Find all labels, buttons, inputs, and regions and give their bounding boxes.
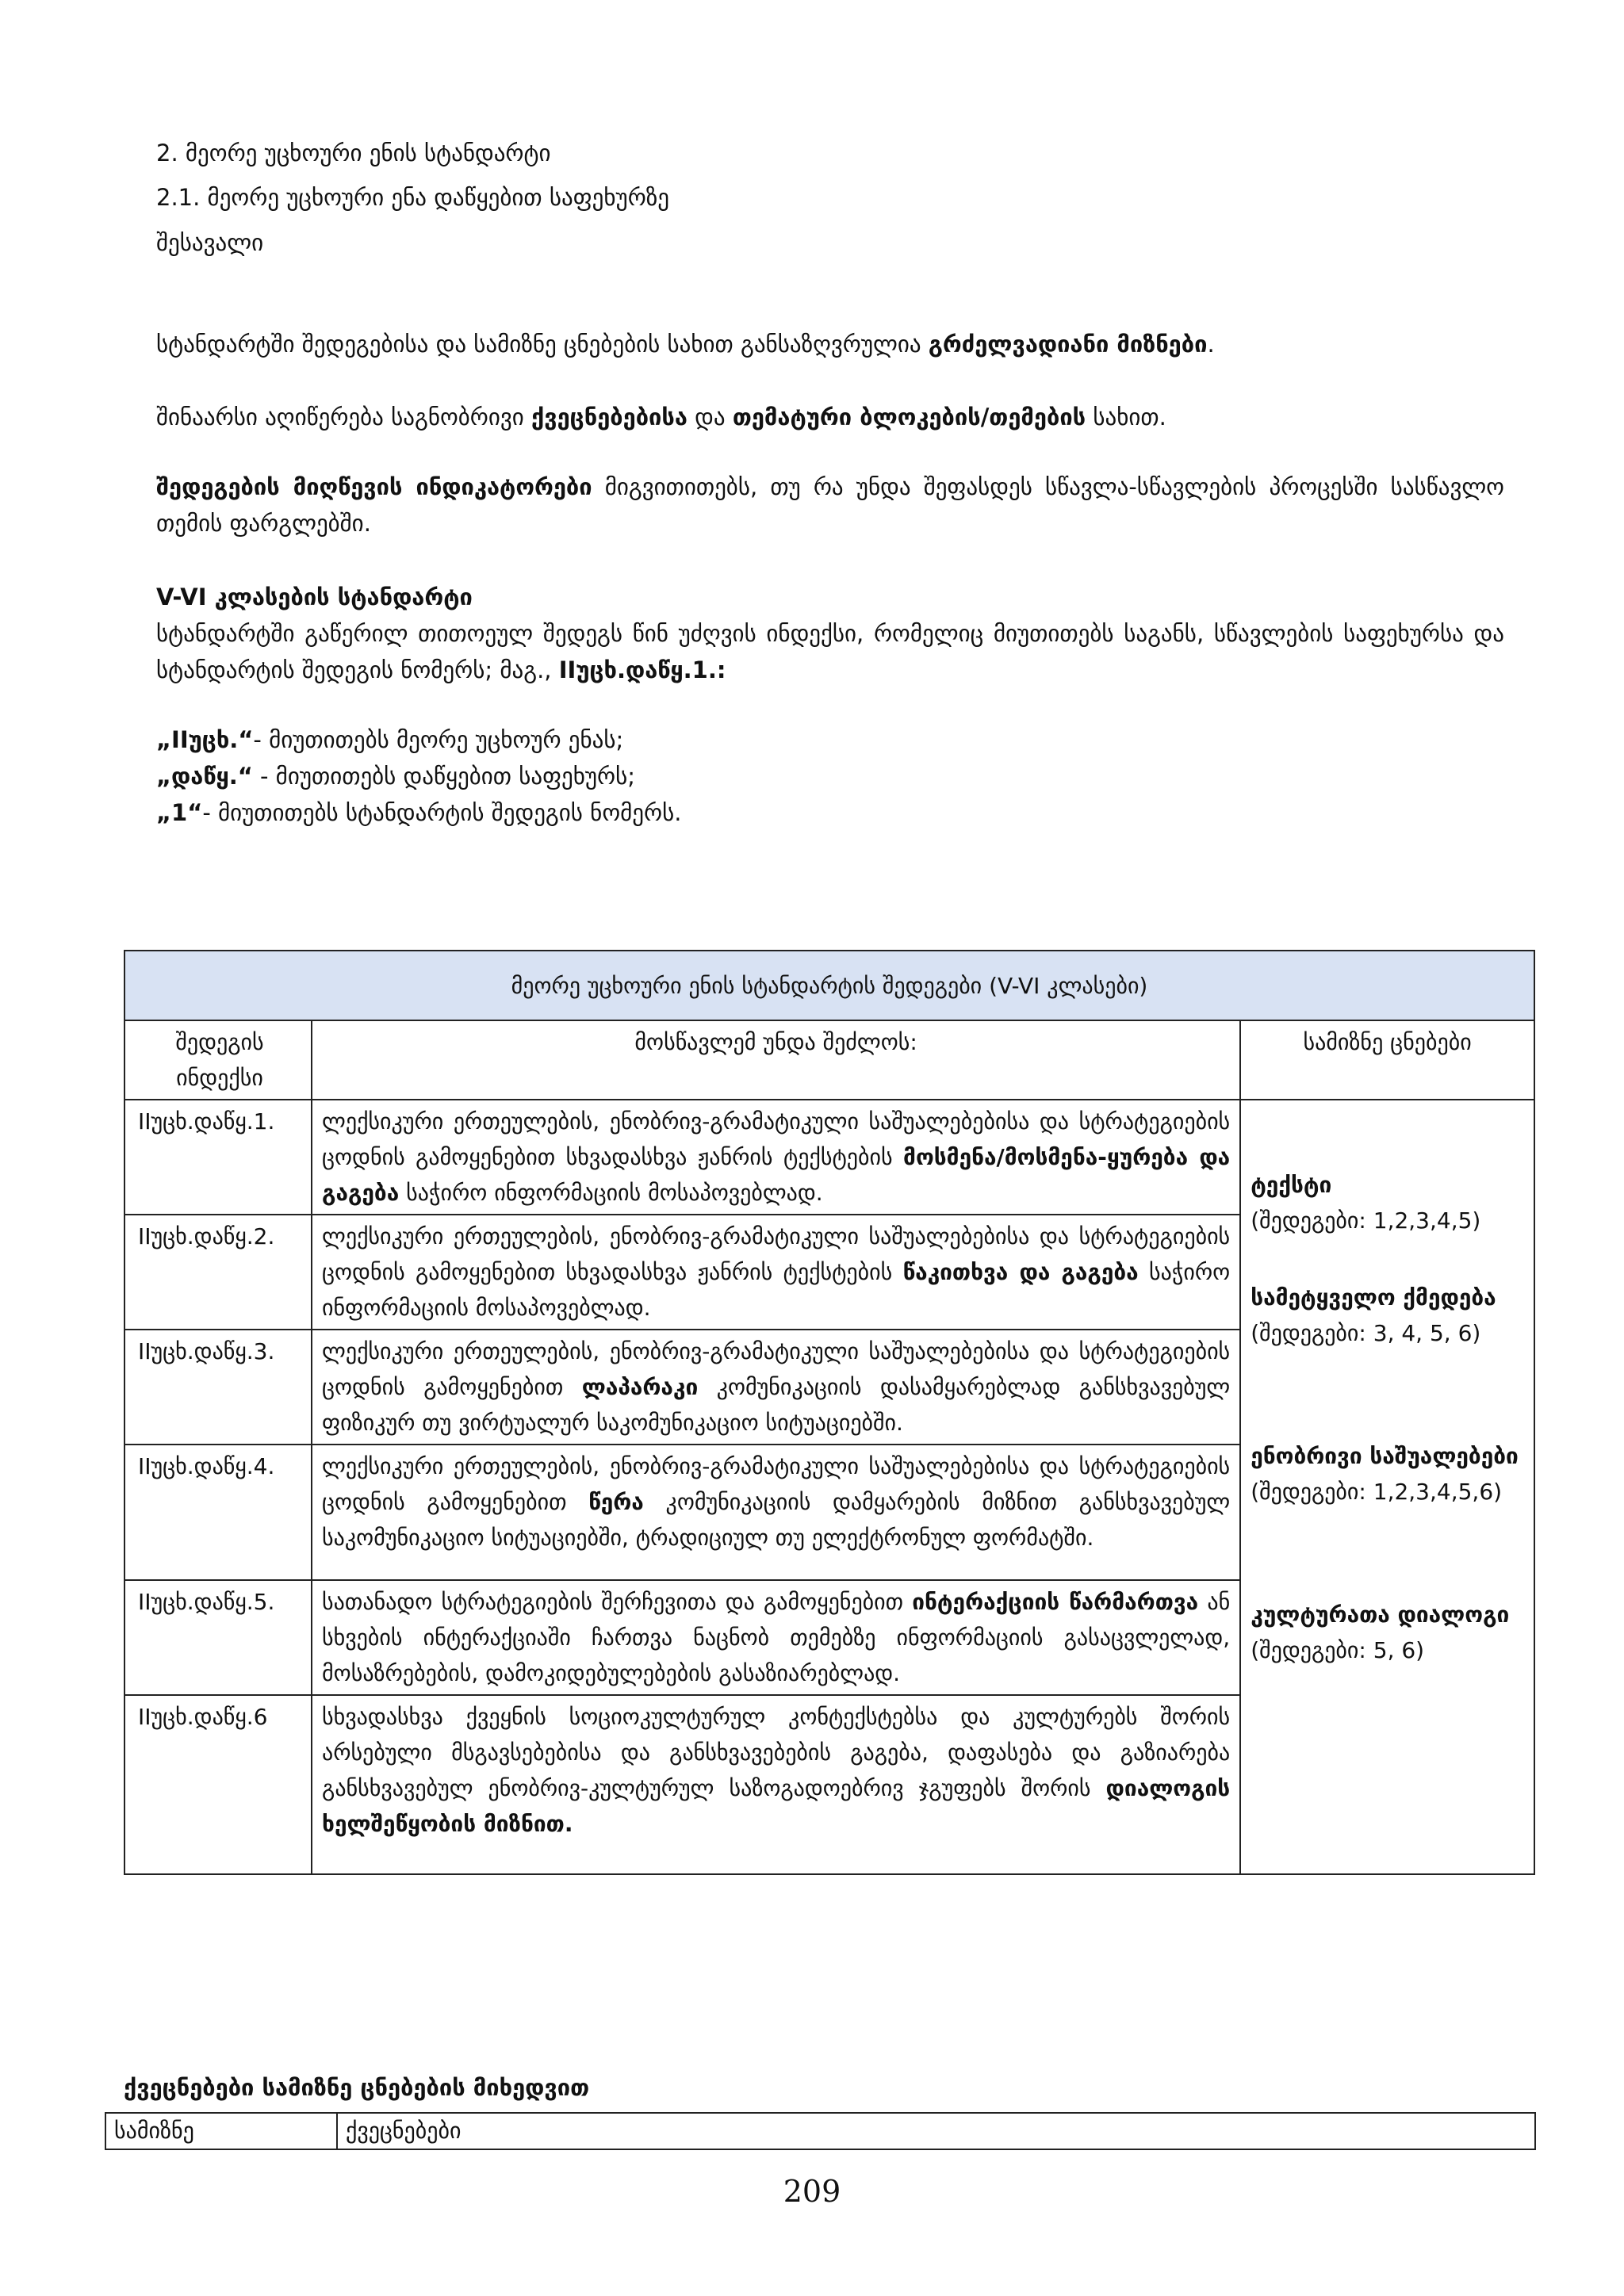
result-index: IIუცხ.დაწყ.5. xyxy=(124,1580,312,1695)
concept-results: (შედეგები: 5, 6) xyxy=(1251,1637,1425,1663)
concept-name: ენობრივი საშუალებები xyxy=(1251,1443,1519,1469)
subconcepts-table xyxy=(105,2112,1536,2150)
result-index: IIუცხ.დაწყ.4. xyxy=(124,1445,312,1580)
text-run: სახით. xyxy=(1086,404,1166,430)
concept-language-means xyxy=(1251,1438,1524,1510)
concept-name: სამეტყველო ქმედება xyxy=(1251,1284,1496,1311)
col-subconcepts-header: ქვეცნებები xyxy=(337,2113,1535,2149)
concept-culture-dialogue xyxy=(1251,1597,1524,1668)
text-run: - მიუთითებს მეორე უცხოურ ენას; xyxy=(253,726,624,753)
paragraph-indicators xyxy=(156,469,1504,541)
concept-results: (შედეგები: 1,2,3,4,5) xyxy=(1251,1207,1481,1234)
paragraph-content xyxy=(156,399,1504,435)
col-concepts-header: სამიზნე ცნებები xyxy=(1240,1020,1534,1100)
bold-run: „1“ xyxy=(156,799,203,826)
legend-line-1 xyxy=(156,721,1504,758)
text-run: მიგვითითებს, თუ რა უნდა შეფასდეს სწავლა-სწავლების პროცესში სასწავლო თემის ფარგლებში. xyxy=(156,473,1504,537)
bold-run: დიალოგის ხელშეწყობის მიზნით. xyxy=(322,1775,1231,1837)
text-run: კომუნიკაციის დასამყარებლად განსხვავებულ ფიზიკურ თუ ვირტუალურ საკომუნიკაციო სიტუაციებში. xyxy=(322,1374,1231,1436)
text-run: - მიუთითებს სტანდარტის შედეგის ნომერს. xyxy=(202,799,682,826)
grades-standard-heading: V-VI კლასების სტანდარტი xyxy=(156,584,473,610)
text-run: კომუნიკაციის დამყარების მიზნით განსხვავებულ საკომუნიკაციო სიტუაციებში, ტრადიციულ თუ ელექტრონულ ფორმატში. xyxy=(322,1489,1231,1551)
result-description xyxy=(312,1695,1240,1874)
bold-run: წაკითხვა და გაგება xyxy=(902,1259,1139,1285)
text-run: ლექსიკური ერთეულების, ენობრივ-გრამატიკული საშუალებებისა და სტრატეგიების ცოდნის გამოყენებით xyxy=(322,1338,1231,1400)
standard-results-table xyxy=(124,950,1535,1875)
bold-run: გრძელვადიანი მიზნები xyxy=(928,331,1208,358)
text-run: ან სხვების ინტერაქციაში ჩართვა ნაცნობ თემებზე ინფორმაციის გასაცვლელად, მოსაზრებების, დამოკიდებულებების გასაზიარებლად. xyxy=(322,1589,1231,1686)
section-heading: 2. მეორე უცხოური ენის სტანდარტი xyxy=(156,140,551,166)
intro-heading: შესავალი xyxy=(156,229,264,256)
col-index-header: შედეგის ინდექსი xyxy=(124,1020,312,1100)
text-run: სტანდარტში შედეგებისა და სამიზნე ცნებების სახით განსაზღვრულია xyxy=(156,331,929,358)
table-title: მეორე უცხოური ენის სტანდარტის შედეგები (V-VI კლასები) xyxy=(124,951,1534,1020)
text-run: სათანადო სტრატეგიების შერჩევითა და გამოყენებით xyxy=(322,1589,913,1615)
subsection-heading: 2.1. მეორე უცხოური ენა დაწყებით საფეხურზე xyxy=(156,184,670,211)
table-row xyxy=(105,2113,1535,2149)
concept-text xyxy=(1251,1167,1524,1238)
bold-run: IIუცხ.დაწყ.1.: xyxy=(558,656,726,683)
bold-run: „IIუცხ.“ xyxy=(156,726,254,753)
result-index: IIუცხ.დაწყ.1. xyxy=(124,1100,312,1215)
result-index: IIუცხ.დაწყ.2. xyxy=(124,1215,312,1330)
text-run: საჭირო ინფორმაციის მოსაპოვებლად. xyxy=(322,1259,1231,1321)
result-description xyxy=(312,1100,1240,1215)
target-concepts-cell xyxy=(1240,1100,1534,1874)
bold-run: შედეგების მიღწევის ინდიკატორები xyxy=(156,473,592,500)
text-run: ლექსიკური ერთეულების, ენობრივ-გრამატიკული საშუალებებისა და სტრატეგიების ცოდნის გამოყენებით სხვადასხვა ჟანრის ტექსტების xyxy=(322,1223,1231,1285)
bold-run: „დაწყ.“ xyxy=(156,763,253,790)
text-run: ლექსიკური ერთეულების, ენობრივ-გრამატიკული საშუალებებისა და სტრატეგიების ცოდნის გამოყენებით სხვადასხვა ჟანრის ტექსტების xyxy=(322,1108,1231,1170)
result-description xyxy=(312,1330,1240,1445)
concept-results: (შედეგები: 3, 4, 5, 6) xyxy=(1251,1320,1481,1346)
result-description xyxy=(312,1580,1240,1695)
concept-results: (შედეგები: 1,2,3,4,5,6) xyxy=(1251,1479,1503,1505)
bold-run: ლაპარაკი xyxy=(581,1374,699,1400)
bold-run: მოსმენა/მოსმენა-ყურება და გაგება xyxy=(322,1144,1231,1206)
col-student-header: მოსწავლემ უნდა შეძლოს: xyxy=(312,1020,1240,1100)
result-description xyxy=(312,1215,1240,1330)
page-number: 209 xyxy=(783,2174,841,2209)
text-run: . xyxy=(1207,331,1215,358)
subconcepts-heading: ქვეცნებები სამიზნე ცნებების მიხედვით xyxy=(124,2074,590,2101)
text-run: და xyxy=(687,404,733,430)
paragraph-goals xyxy=(156,326,1504,362)
text-run: სტანდარტში გაწერილ თითოეულ შედეგს წინ უძღვის ინდექსი, რომელიც მიუთითებს საგანს, სწავლების საფეხურსა და სტანდარტის შედეგის ნომერს; მაგ., xyxy=(156,620,1504,683)
bold-run: წერა xyxy=(588,1489,644,1515)
concept-name: კულტურათა დიალოგი xyxy=(1251,1601,1510,1628)
table-row xyxy=(124,1100,1534,1215)
text-run: - მიუთითებს დაწყებით საფეხურს; xyxy=(252,763,636,790)
text-run: ლექსიკური ერთეულების, ენობრივ-გრამატიკული საშუალებებისა და სტრატეგიების ცოდნის გამოყენებით xyxy=(322,1453,1231,1515)
result-index: IIუცხ.დაწყ.3. xyxy=(124,1330,312,1445)
bold-run: თემატური ბლოკების/თემების xyxy=(732,404,1086,430)
bold-run: ინტერაქციის წარმართვა xyxy=(912,1589,1199,1615)
col-target-header: სამიზნე xyxy=(105,2113,337,2149)
concept-name: ტექსტი xyxy=(1251,1172,1332,1198)
result-description xyxy=(312,1445,1240,1580)
text-run: სხვადასხვა ქვეყნის სოციოკულტურულ კონტექსტებსა და კულტურებს შორის არსებული მსგავსებებისა და განსხვავებების გაგება, დაფასება და გაზიარება განსხვავებულ ენობრივ-კულტურულ საზოგადოებრივ ჯგუფებს შორის xyxy=(322,1704,1231,1801)
paragraph-index-explanation xyxy=(156,615,1504,688)
text-run: საჭირო ინფორმაციის მოსაპოვებლად. xyxy=(399,1180,823,1206)
text-run: შინაარსი აღიწერება საგნობრივი xyxy=(156,404,531,430)
legend-line-3 xyxy=(156,794,1504,831)
concept-speech-act xyxy=(1251,1280,1524,1351)
result-index: IIუცხ.დაწყ.6 xyxy=(124,1695,312,1874)
legend-line-2 xyxy=(156,758,1504,794)
bold-run: ქვეცნებებისა xyxy=(531,404,688,430)
